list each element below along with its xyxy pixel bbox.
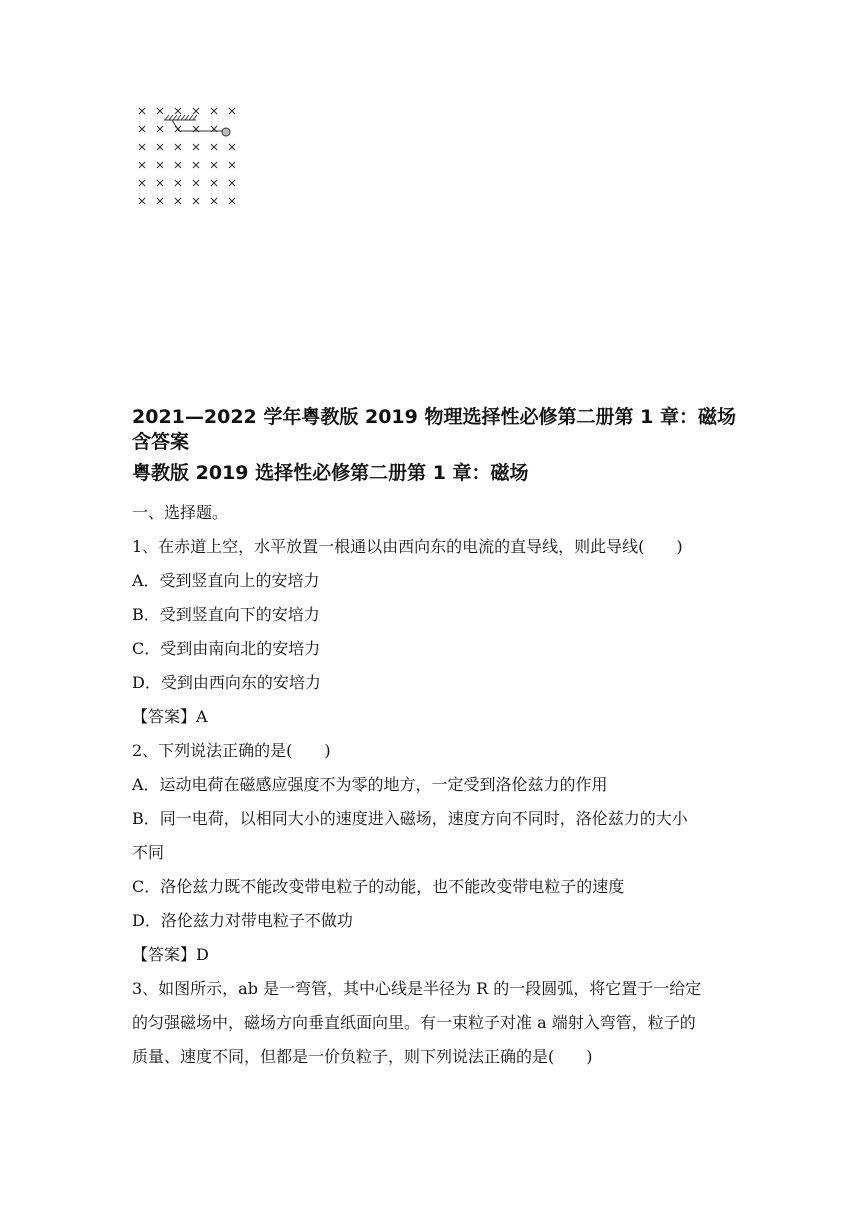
field-cross: [211, 144, 217, 150]
question-1-answer: 【答案】A: [132, 707, 208, 726]
field-cross: [229, 144, 235, 150]
field-cross: [211, 108, 217, 114]
field-cross: [175, 180, 181, 186]
question-1-option-a: A．受到竖直向上的安培力: [132, 571, 320, 590]
question-2-option-c: C．洛伦兹力既不能改变带电粒子的动能，也不能改变带电粒子的速度: [132, 877, 625, 896]
field-cross: [211, 162, 217, 168]
document-subtitle: 粤教版 2019 选择性必修第二册第 1 章：磁场: [132, 462, 529, 484]
field-cross: [157, 126, 163, 132]
question-3-line-2: 的匀强磁场中，磁场方向垂直纸面向里。有一束粒子对准 a 端射入弯管，粒子的: [132, 1013, 696, 1032]
document-title: 2021—2022 学年粤教版 2019 物理选择性必修第二册第 1 章：磁场含答案: [132, 406, 736, 453]
title-block: [132, 405, 742, 487]
question-2-option-a: A．运动电荷在磁感应强度不为零的地方，一定受到洛伦兹力的作用: [132, 775, 608, 794]
question-2-answer: 【答案】D: [132, 945, 209, 964]
field-cross: [139, 180, 145, 186]
field-cross: [229, 162, 235, 168]
field-cross: [175, 198, 181, 204]
question-1-option-c: C．受到由南向北的安培力: [132, 639, 321, 658]
magnetic-field-figure: [132, 100, 252, 210]
field-cross: [211, 180, 217, 186]
question-2-option-b: B．同一电荷，以相同大小的速度进入磁场，速度方向不同时，洛伦兹力的大小: [132, 809, 688, 828]
field-cross: [175, 108, 181, 114]
field-cross: [193, 198, 199, 204]
field-cross: [157, 108, 163, 114]
field-cross: [139, 144, 145, 150]
question-3-line-1: 3、如图所示，ab 是一弯管，其中心线是半径为 R 的一段圆弧，将它置于一给定: [132, 979, 702, 998]
field-cross: [139, 162, 145, 168]
question-2-option-d: D．洛伦兹力对带电粒子不做功: [132, 911, 353, 930]
field-cross: [139, 126, 145, 132]
question-3-line-3: 质量、速度不同，但都是一价负粒子，则下列说法正确的是( ): [132, 1047, 593, 1066]
field-cross: [175, 162, 181, 168]
field-cross: [193, 108, 199, 114]
field-crosses: [139, 108, 235, 204]
field-cross: [157, 162, 163, 168]
question-1-stem: 1、在赤道上空，水平放置一根通以由西向东的电流的直导线，则此导线( ): [132, 537, 683, 556]
string-and-ball: [172, 120, 230, 136]
hatched-surface: [164, 115, 197, 120]
field-cross: [175, 144, 181, 150]
field-cross: [229, 198, 235, 204]
field-cross: [193, 180, 199, 186]
field-cross: [157, 180, 163, 186]
field-cross: [211, 198, 217, 204]
field-cross: [139, 108, 145, 114]
field-cross: [229, 108, 235, 114]
field-cross: [229, 180, 235, 186]
question-2-stem: 2、下列说法正确的是( ): [132, 741, 331, 760]
field-cross: [157, 144, 163, 150]
field-cross: [193, 144, 199, 150]
field-cross: [139, 198, 145, 204]
question-1-option-b: B．受到竖直向下的安培力: [132, 605, 320, 624]
question-2-option-b-continued: 不同: [132, 843, 165, 862]
field-cross: [193, 162, 199, 168]
section-heading: 一、选择题。: [132, 503, 229, 522]
field-cross: [157, 198, 163, 204]
question-1-option-d: D．受到由西向东的安培力: [132, 673, 321, 692]
document-content: [132, 496, 742, 1074]
